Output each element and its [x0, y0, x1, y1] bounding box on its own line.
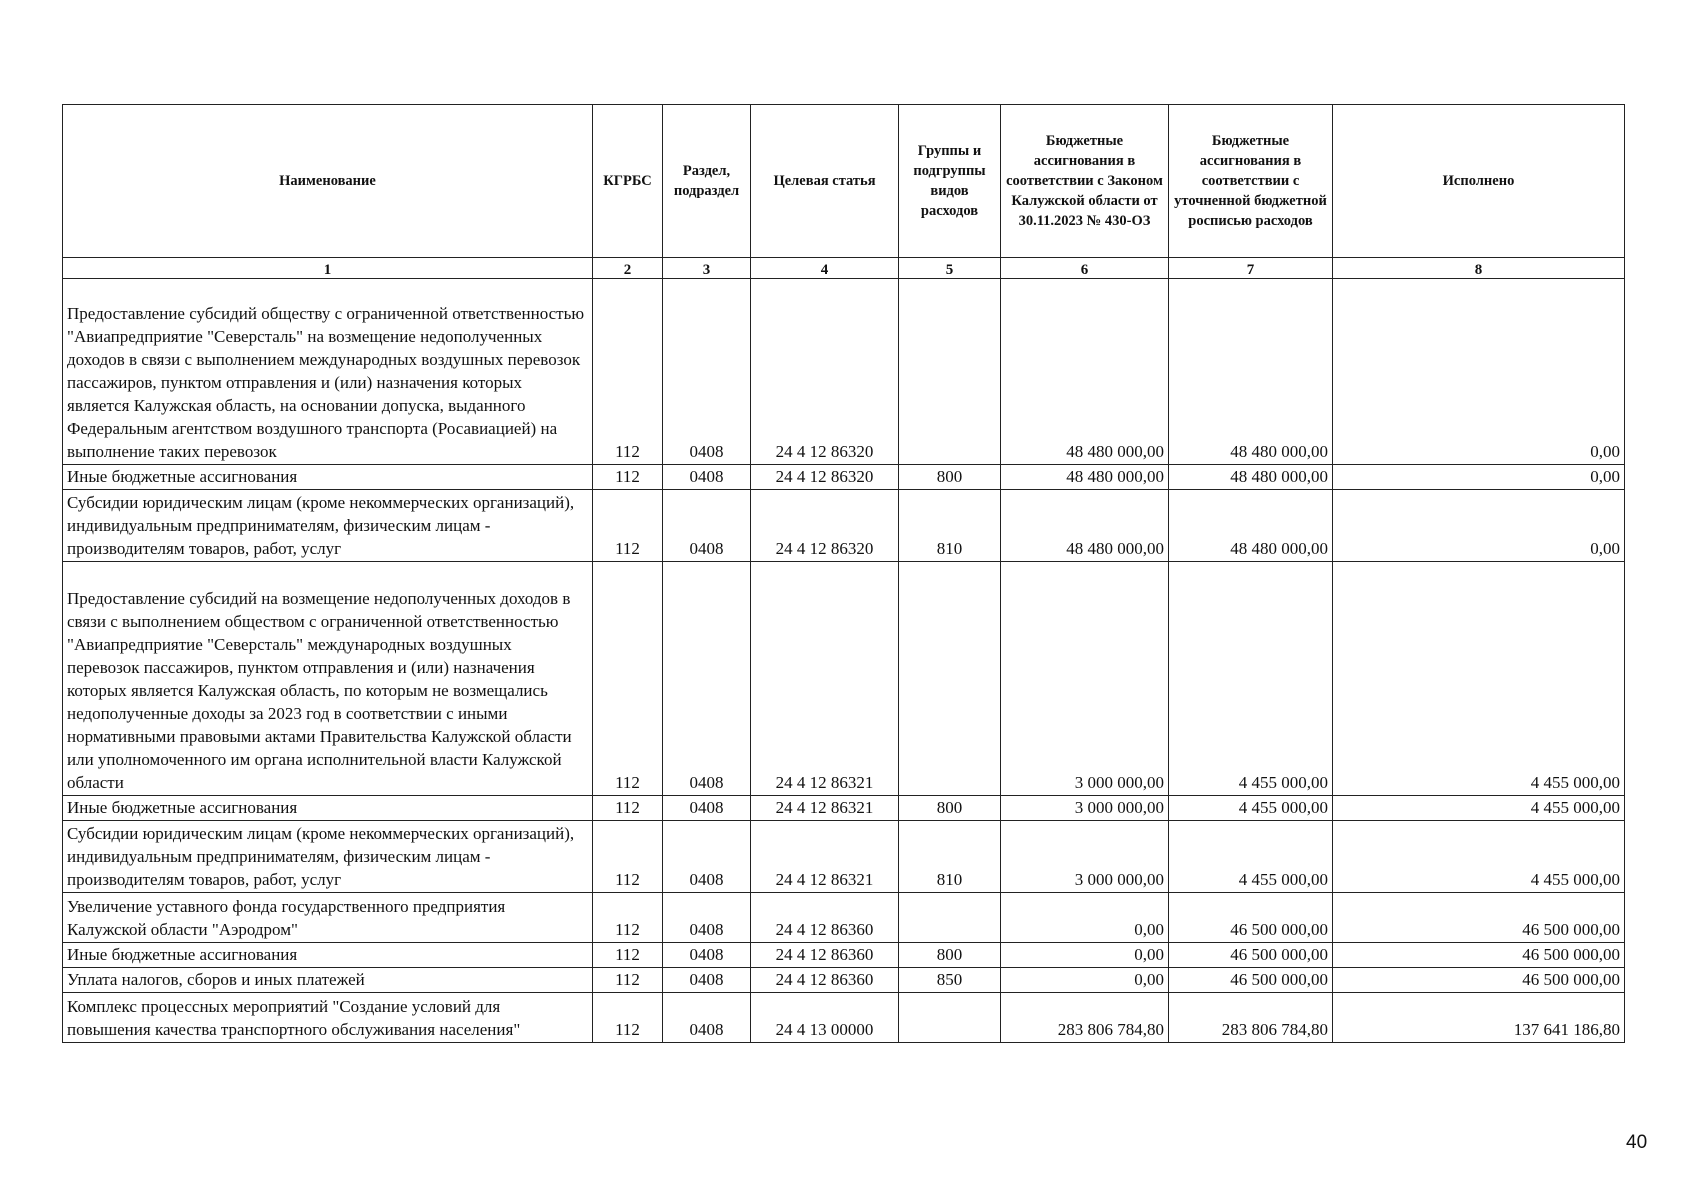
row-executed-amount: 46 500 000,00: [1333, 943, 1625, 968]
table-header-row: [63, 105, 1625, 258]
row-section: 0408: [663, 562, 751, 796]
row-kgrbs: 112: [593, 796, 663, 821]
row-group: 800: [899, 796, 1001, 821]
row-executed-amount: 0,00: [1333, 490, 1625, 562]
row-section: 0408: [663, 796, 751, 821]
row-refined-amount: 46 500 000,00: [1169, 943, 1333, 968]
row-name: Уплата налогов, сборов и иных платежей: [63, 968, 593, 993]
table-row: [63, 968, 1625, 993]
row-name: Иные бюджетные ассигнования: [63, 796, 593, 821]
row-law-amount: 3 000 000,00: [1001, 562, 1169, 796]
row-name: Иные бюджетные ассигнования: [63, 943, 593, 968]
row-target: 24 4 12 86360: [751, 943, 899, 968]
table-row: [63, 943, 1625, 968]
row-refined-amount: 46 500 000,00: [1169, 968, 1333, 993]
row-name: Субсидии юридическим лицам (кроме некоммерческих организаций), индивидуальным предпринимателям, физическим лицам - производителям товаров, работ, услуг: [63, 821, 593, 893]
row-target: 24 4 12 86321: [751, 796, 899, 821]
row-executed-amount: 0,00: [1333, 465, 1625, 490]
row-target: 24 4 12 86320: [751, 490, 899, 562]
row-law-amount: 3 000 000,00: [1001, 796, 1169, 821]
row-target: 24 4 12 86321: [751, 562, 899, 796]
table-row: [63, 490, 1625, 562]
row-refined-amount: 283 806 784,80: [1169, 993, 1333, 1043]
row-target: 24 4 12 86320: [751, 279, 899, 465]
row-name: Предоставление субсидий на возмещение недополученных доходов в связи с выполнением обществом с ограниченной ответственностью "Авиапредприятие "Северсталь" международных воздушных перевозок пассажиров, пунктом отправления и (или) назначения которых является Калужская область, по которым не возмещались недополученные доходы за 2023 год в соответствии с иными нормативными правовыми актами Правительства Калужской области или уполномоченного им органа исполнительной власти Калужской области: [63, 562, 593, 796]
row-name: Предоставление субсидий обществу с ограниченной ответственностью "Авиапредприятие "Северсталь" на возмещение недополученных доходов в связи с выполнением международных воздушных перевозок пассажиров, пунктом отправления и (или) назначения которых является Калужская область, на основании допуска, выданного Федеральным агентством воздушного транспорта (Росавиацией) на выполнение таких перевозок: [63, 279, 593, 465]
table-row: [63, 562, 1625, 796]
header-name: Наименование: [63, 105, 593, 258]
row-refined-amount: 48 480 000,00: [1169, 279, 1333, 465]
row-group: [899, 993, 1001, 1043]
header-executed: Исполнено: [1333, 105, 1625, 258]
row-name: Иные бюджетные ассигнования: [63, 465, 593, 490]
row-group: [899, 893, 1001, 943]
row-group: 800: [899, 465, 1001, 490]
row-executed-amount: 137 641 186,80: [1333, 993, 1625, 1043]
row-section: 0408: [663, 943, 751, 968]
row-target: 24 4 12 86320: [751, 465, 899, 490]
row-group: 850: [899, 968, 1001, 993]
row-refined-amount: 4 455 000,00: [1169, 821, 1333, 893]
row-law-amount: 48 480 000,00: [1001, 465, 1169, 490]
row-executed-amount: 4 455 000,00: [1333, 821, 1625, 893]
row-name: Субсидии юридическим лицам (кроме некоммерческих организаций), индивидуальным предпринимателям, физическим лицам - производителям товаров, работ, услуг: [63, 490, 593, 562]
table-row: [63, 279, 1625, 465]
row-law-amount: 48 480 000,00: [1001, 490, 1169, 562]
row-kgrbs: 112: [593, 279, 663, 465]
table-row: [63, 893, 1625, 943]
row-target: 24 4 12 86360: [751, 893, 899, 943]
row-section: 0408: [663, 893, 751, 943]
table-row: [63, 796, 1625, 821]
row-law-amount: 3 000 000,00: [1001, 821, 1169, 893]
column-number: 2: [593, 258, 663, 279]
row-group: [899, 279, 1001, 465]
row-target: 24 4 12 86360: [751, 968, 899, 993]
row-kgrbs: 112: [593, 993, 663, 1043]
row-target: 24 4 12 86321: [751, 821, 899, 893]
header-target: Целевая статья: [751, 105, 899, 258]
column-number: 5: [899, 258, 1001, 279]
row-kgrbs: 112: [593, 968, 663, 993]
row-target: 24 4 13 00000: [751, 993, 899, 1043]
row-group: 810: [899, 821, 1001, 893]
column-number: 4: [751, 258, 899, 279]
budget-table: [62, 104, 1625, 1043]
row-section: 0408: [663, 993, 751, 1043]
row-refined-amount: 4 455 000,00: [1169, 562, 1333, 796]
page-number: 40: [1626, 1132, 1648, 1153]
row-section: 0408: [663, 490, 751, 562]
row-executed-amount: 0,00: [1333, 279, 1625, 465]
row-refined-amount: 48 480 000,00: [1169, 490, 1333, 562]
column-number: 8: [1333, 258, 1625, 279]
row-refined-amount: 48 480 000,00: [1169, 465, 1333, 490]
row-law-amount: 48 480 000,00: [1001, 279, 1169, 465]
column-number-row: [63, 258, 1625, 279]
header-law: Бюджетные ассигнования в соответствии с Законом Калужской области от 30.11.2023 № 430-ОЗ: [1001, 105, 1169, 258]
table-row: [63, 821, 1625, 893]
column-number: 3: [663, 258, 751, 279]
row-group: 800: [899, 943, 1001, 968]
row-kgrbs: 112: [593, 490, 663, 562]
header-kgrbs: КГРБС: [593, 105, 663, 258]
row-executed-amount: 46 500 000,00: [1333, 968, 1625, 993]
row-kgrbs: 112: [593, 893, 663, 943]
table-row: [63, 465, 1625, 490]
table-row: [63, 993, 1625, 1043]
row-name: Комплекс процессных мероприятий "Создание условий для повышения качества транспортного обслуживания населения": [63, 993, 593, 1043]
row-section: 0408: [663, 968, 751, 993]
header-section: Раздел, подраздел: [663, 105, 751, 258]
row-executed-amount: 4 455 000,00: [1333, 796, 1625, 821]
row-section: 0408: [663, 821, 751, 893]
row-section: 0408: [663, 279, 751, 465]
row-executed-amount: 46 500 000,00: [1333, 893, 1625, 943]
row-kgrbs: 112: [593, 821, 663, 893]
column-number: 7: [1169, 258, 1333, 279]
row-kgrbs: 112: [593, 465, 663, 490]
header-refined: Бюджетные ассигнования в соответствии с уточненной бюджетной росписью расходов: [1169, 105, 1333, 258]
row-section: 0408: [663, 465, 751, 490]
header-groups: Группы и подгруппы видов расходов: [899, 105, 1001, 258]
row-law-amount: 0,00: [1001, 893, 1169, 943]
row-refined-amount: 4 455 000,00: [1169, 796, 1333, 821]
row-group: [899, 562, 1001, 796]
row-law-amount: 0,00: [1001, 943, 1169, 968]
row-kgrbs: 112: [593, 943, 663, 968]
row-refined-amount: 46 500 000,00: [1169, 893, 1333, 943]
row-law-amount: 283 806 784,80: [1001, 993, 1169, 1043]
column-number: 1: [63, 258, 593, 279]
row-executed-amount: 4 455 000,00: [1333, 562, 1625, 796]
row-law-amount: 0,00: [1001, 968, 1169, 993]
row-kgrbs: 112: [593, 562, 663, 796]
column-number: 6: [1001, 258, 1169, 279]
row-name: Увеличение уставного фонда государственного предприятия Калужской области "Аэродром": [63, 893, 593, 943]
row-group: 810: [899, 490, 1001, 562]
